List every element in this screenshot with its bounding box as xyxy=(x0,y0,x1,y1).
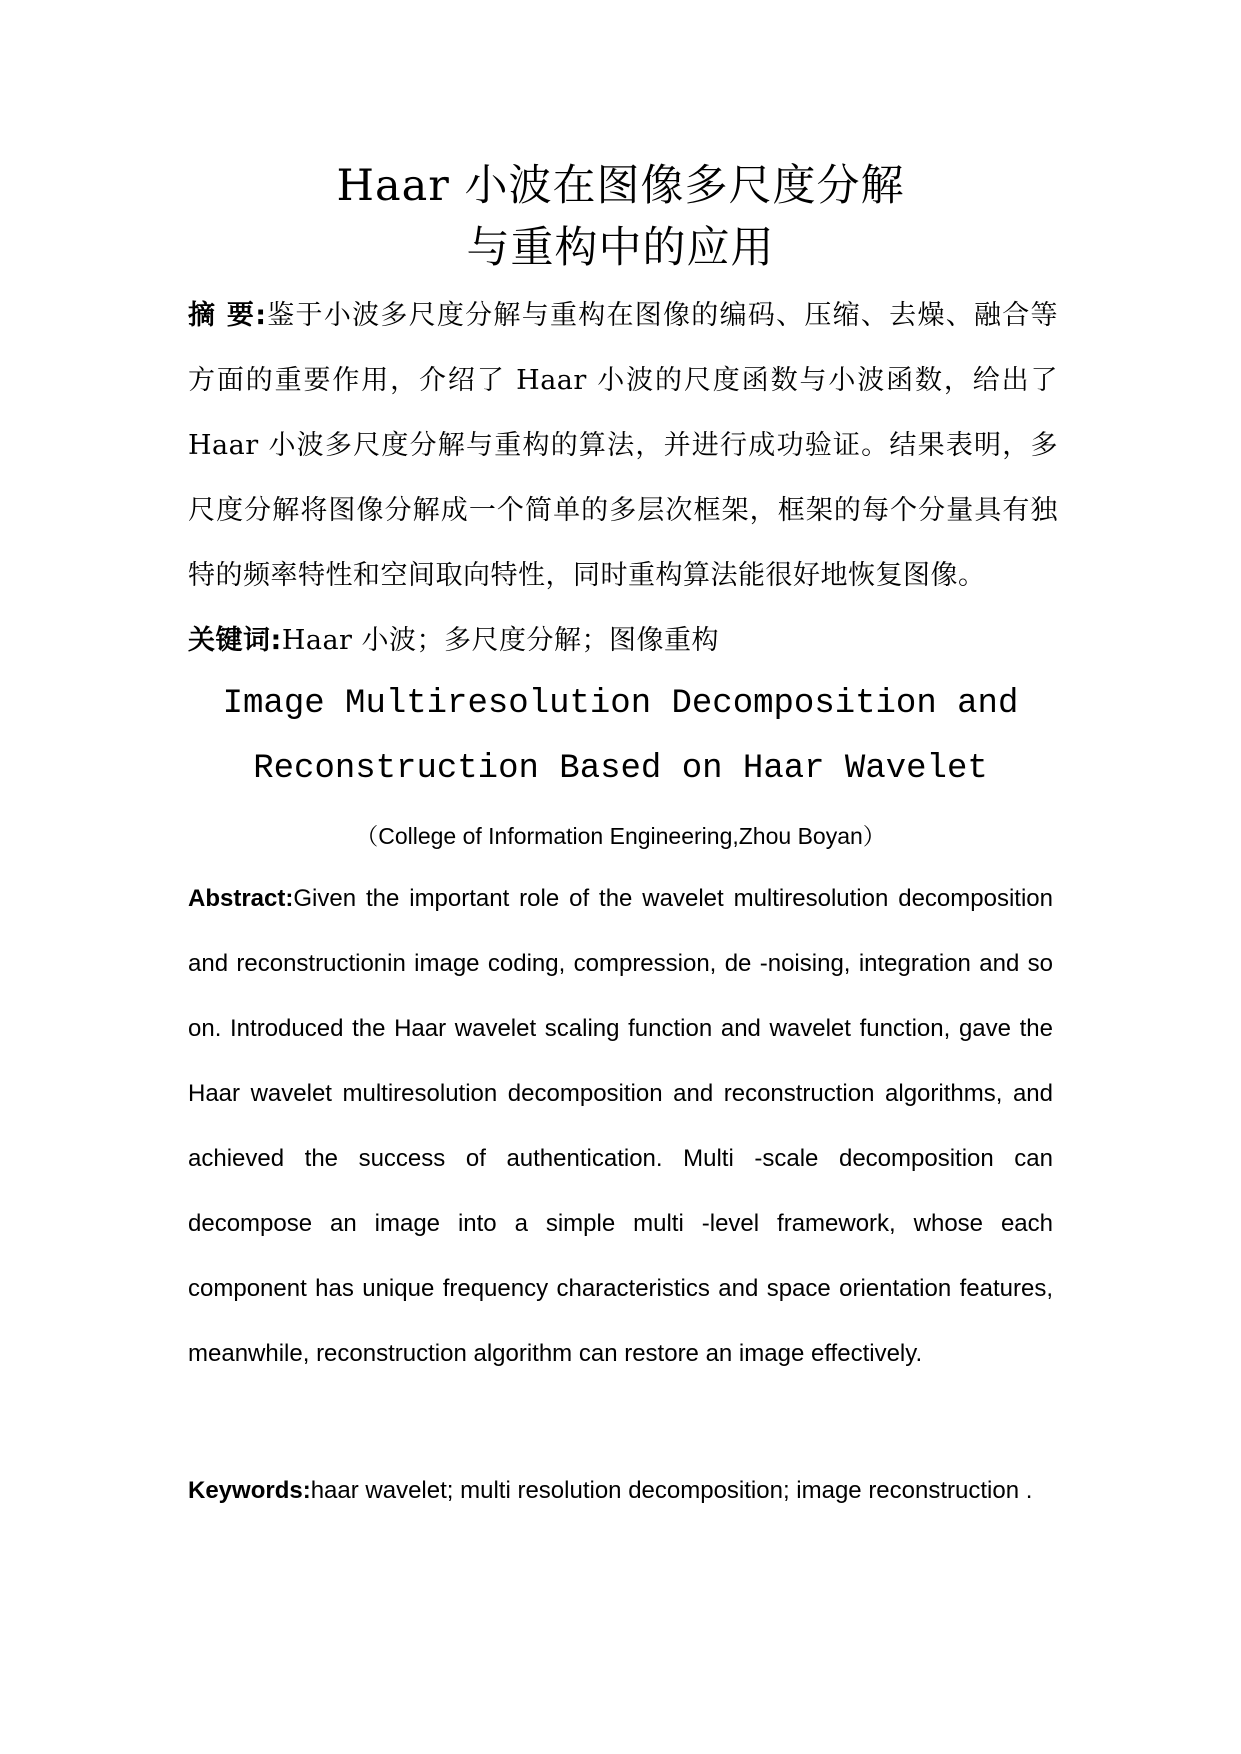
affiliation: （College of Information Engineering,Zhou Boyan） xyxy=(355,823,886,849)
chinese-keywords xyxy=(188,608,1058,673)
english-title-line-2: Reconstruction Based on Haar Wavelet xyxy=(253,750,988,788)
chinese-abstract-label: 摘 要: xyxy=(188,300,267,331)
chinese-title-line-1: Haar 小波在图像多尺度分解 xyxy=(336,161,905,211)
english-keywords-text: haar wavelet; multi resolution decomposition; image reconstruction . xyxy=(310,1477,1033,1504)
english-abstract xyxy=(188,866,1053,1386)
chinese-keywords-text: Haar 小波；多尺度分解；图像重构 xyxy=(281,625,720,656)
english-abstract-label: Abstract: xyxy=(188,885,294,912)
chinese-title-line-2: 与重构中的应用 xyxy=(466,223,775,273)
chinese-abstract-text: 鉴于小波多尺度分解与重构在图像的编码、压缩、去燥、融合等方面的重要作用，介绍了 Haar 小波的尺度函数与小波函数，给出了 Haar 小波多尺度分解与重构的算法，并进行成功验证。结果表明，多尺度分解将图像分解成一个简单的多层次框架，框架的每个分量具有独特的频率特性和空间取向特性，同时重构算法能很好地恢复图像。 xyxy=(188,300,1059,591)
chinese-abstract xyxy=(188,283,1058,608)
chinese-keywords-label: 关键词: xyxy=(188,625,282,656)
english-keywords xyxy=(188,1458,1053,1523)
english-title-line-1: Image Multiresolution Decomposition and xyxy=(222,685,1019,723)
english-abstract-text: Given the important role of the wavelet multiresolution decomposition and reconstructionin image coding, compression, de -noising, integration and so on. Introduced the Haar wavelet scaling function and wavelet function, gave the Haar wavelet multiresolution decomposition and reconstruction algorithms, and achieved the success of authentication. Multi -scale decomposition can decompose an image into a simple multi -level framework, whose each component has unique frequency characteristics and space orientation features, meanwhile, reconstruction algorithm can restore an image effectively. xyxy=(188,885,1053,1367)
english-keywords-label: Keywords: xyxy=(188,1477,311,1504)
